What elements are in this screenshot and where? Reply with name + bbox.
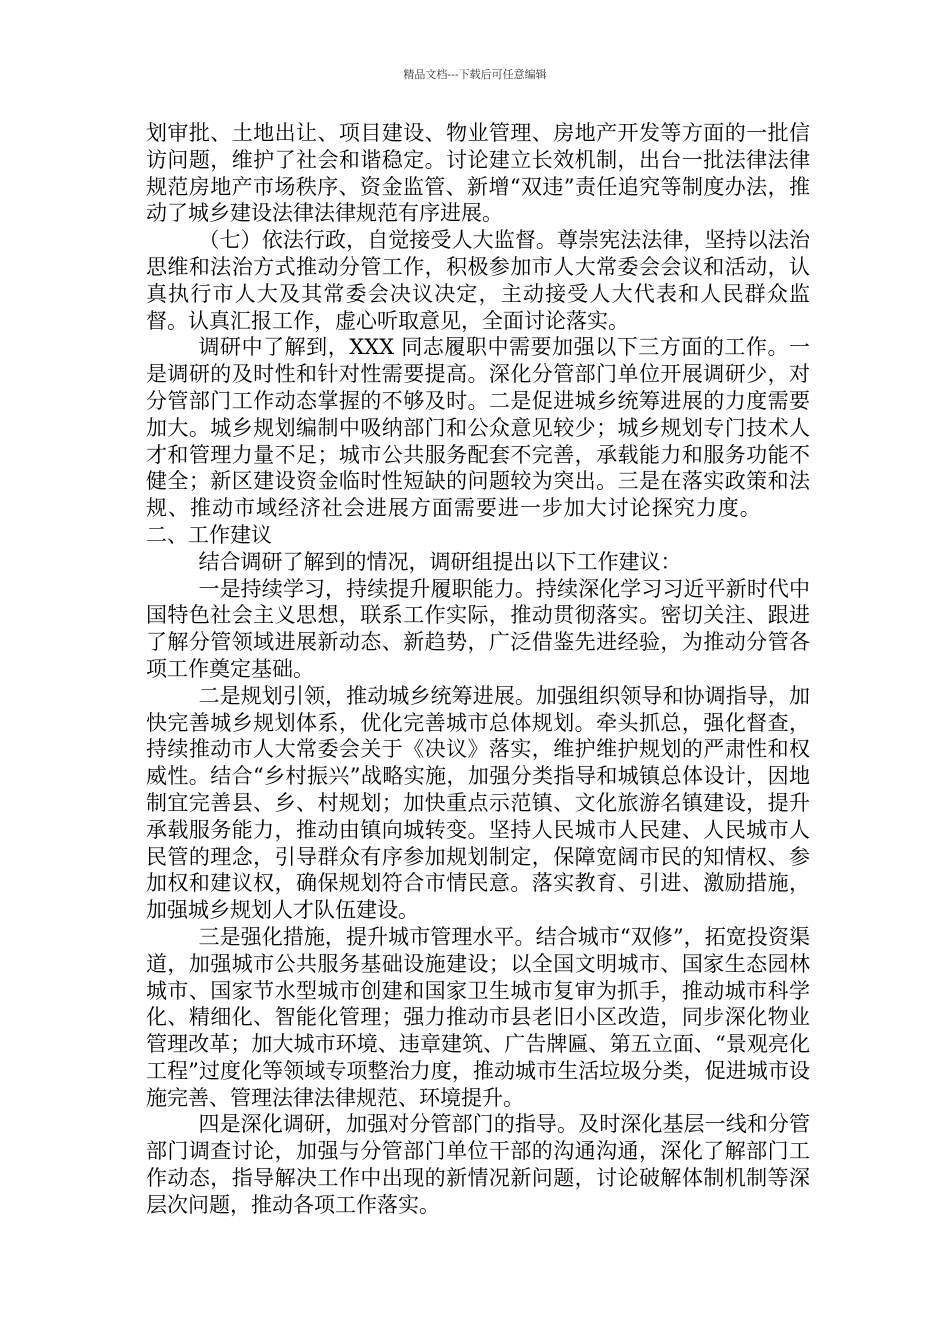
paragraph-6: 二是规划引领，推动城乡统筹进展。加强组织领导和协调指导，加快完善城乡规划体系，优化完善城市总体规划。牵头抓总，强化督查，持续推动市人大常委会关于《决议》落实，维护维护规划的严肃性和权威性。结合“乡村振兴”战略实施，加强分类指导和城镇总体设计，因地制宜完善县、乡、村规划；加快重点示范镇、文化旅游名镇建设，提升承载服务能力，推动由镇向城转变。坚持人民城市人民建、人民城市人民管的理念，引导群众有序参加规划制定，保障宽阔市民的知情权、参加权和建议权，确保规划符合市情民意。落实教育、引进、激励措施，加强城乡规划人才队伍建设。 (146, 683, 810, 923)
paragraph-2: （七）依法行政，自觉接受人大监督。尊崇宪法法律，坚持以法治思维和法治方式推动分管工作，积极参加市人大常委会会议和活动，认真执行市人大及其常委会决议决定，主动接受人大代表和人民群众监督。认真汇报工作，虚心听取意见，全面讨论落实。 (146, 228, 810, 333)
paragraph-3-text: 调研中了解到，XXX 同志履职中需要加强以下三方面的工作。一是调研的及时性和针对性需要提高。深化分管部门单位开展调研少，对分管部门工作动态掌握的不够及时。二是促进城乡统筹进展的力度需要加大。城乡规划编制中吸纳部门和公众意见较少；城乡规划专门技术人才和管理力量不足；城市公共服务配套不完善，承载能力和服务功能不健全；新区建设资金临时性短缺的问题较为突出。三是在落实政策和法规、推动市域经济社会进展方面需要进一步加大讨论探究力度。 (146, 335, 810, 521)
paragraph-3 (146, 334, 810, 548)
paragraph-5: 一是持续学习，持续提升履职能力。持续深化学习习近平新时代中国特色社会主义思想，联系工作实际，推动贯彻落实。密切关注、跟进了解分管领域进展新动态、新趋势，广泛借鉴先进经验，为推动分管各项工作奠定基础。 (146, 576, 810, 681)
paragraph-4: 结合调研了解到的情况，调研组提出以下工作建议： (198, 549, 682, 574)
document-body (146, 120, 810, 1219)
paragraph-7: 三是强化措施，提升城市管理水平。结合城市“双修”，拓宽投资渠道，加强城市公共服务基础设施建设；以全国文明城市、国家生态园林城市、国家节水型城市创建和国家卫生城市复审为抓手，推动城市科学化、精细化、智能化管理；强力推动市县老旧小区改造，同步深化物业管理改革；加大城市环境、违章建筑、广告牌匾、第五立面、“景观亮化工程”过度化等领域专项整治力度，推动城市生活垃圾分类，促进城市设施完善、管理法律法律规范、环境提升。 (146, 924, 810, 1110)
section-heading: 二、工作建议 (146, 522, 272, 547)
paragraph-1: 划审批、土地出让、项目建设、物业管理、房地产开发等方面的一批信访问题，维护了社会和谐稳定。讨论建立长效机制，出台一批法律法律规范房地产市场秩序、资金监管、新增“双违”责任追究等制度办法，推动了城乡建设法律法律规范有序进展。 (146, 121, 810, 226)
paragraph-8: 四是深化调研，加强对分管部门的指导。及时深化基层一线和分管部门调查讨论，加强与分管部门单位干部的沟通沟通，深化了解部门工作动态，指导解决工作中出现的新情况新问题，讨论破解体制机制等深层次问题，推动各项工作落实。 (146, 1112, 810, 1217)
page-header: 精品文档---下载后可任意编辑 (403, 68, 547, 81)
